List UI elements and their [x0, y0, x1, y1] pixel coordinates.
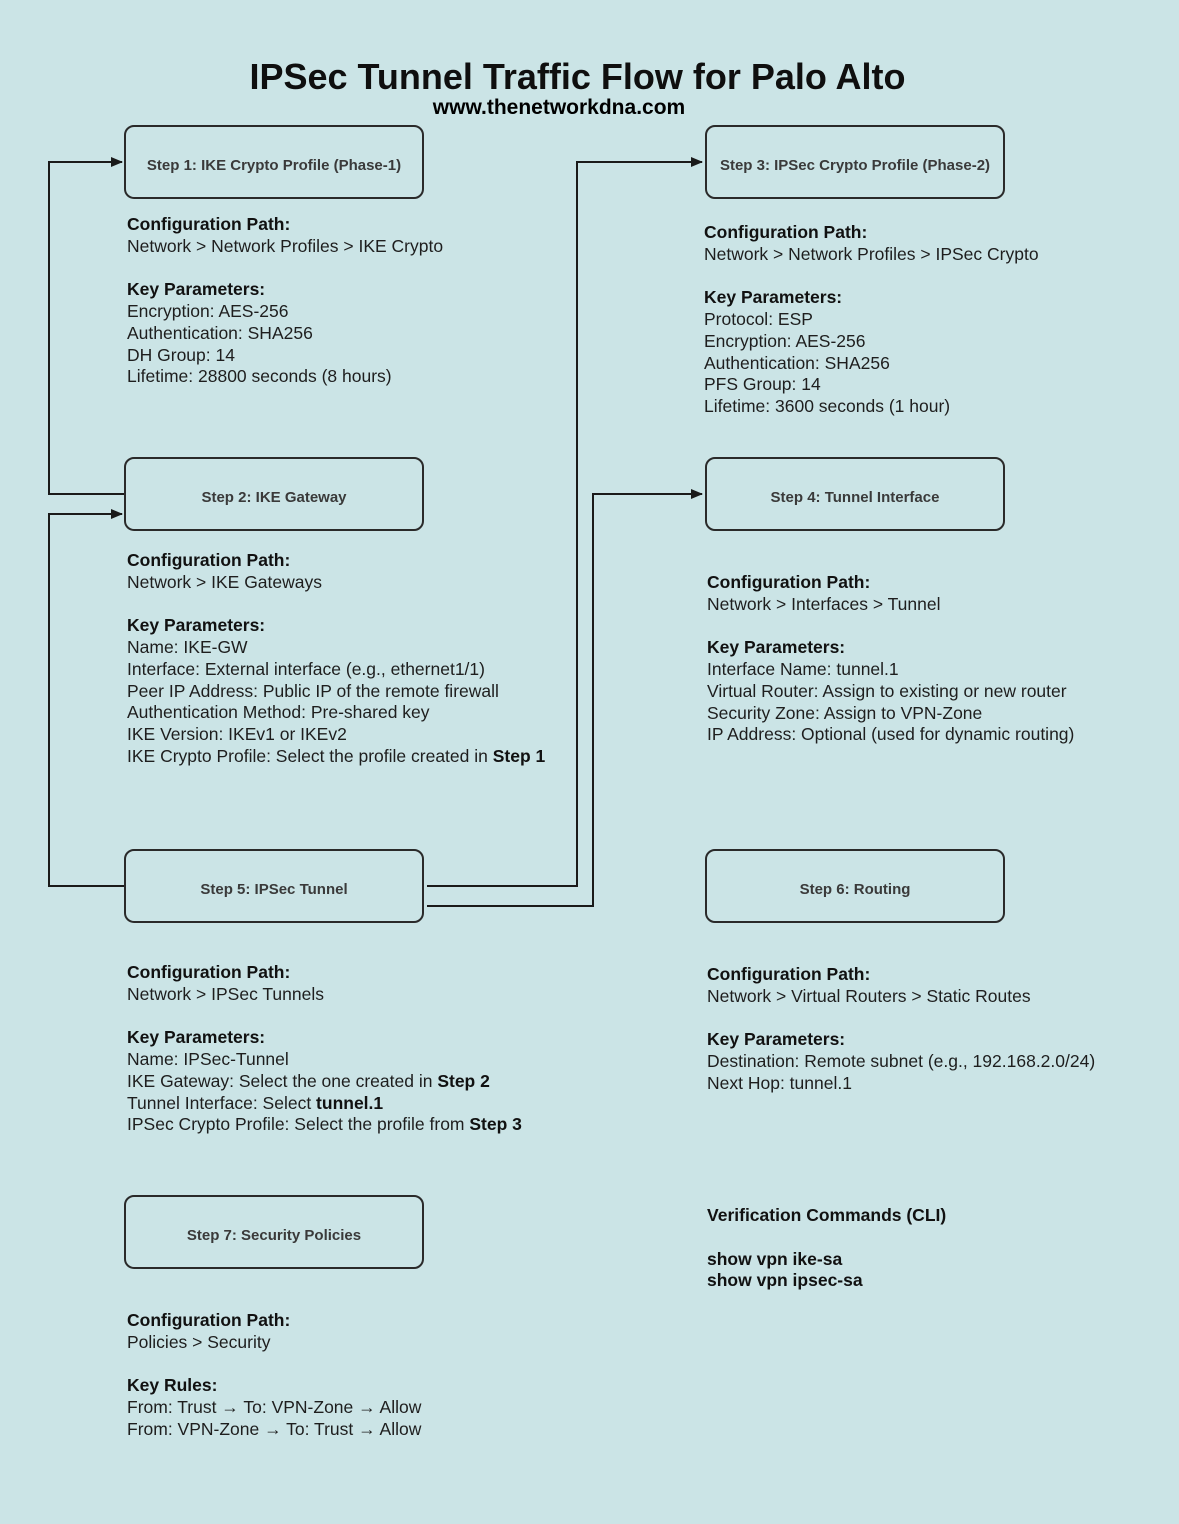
- param: IKE Version: IKEv1 or IKEv2: [127, 723, 347, 744]
- website-url: www.thenetworkdna.com: [432, 96, 686, 119]
- param: IP Address: Optional (used for dynamic routing): [707, 724, 1075, 745]
- config-path-heading: Configuration Path:: [127, 550, 291, 570]
- step2-label: Step 2: IKE Gateway: [201, 488, 347, 506]
- verification-heading: Verification Commands (CLI): [707, 1205, 947, 1225]
- config-path-heading: Configuration Path:: [127, 962, 291, 982]
- config-path: Network > Network Profiles > IKE Crypto: [127, 235, 444, 256]
- step5-box: [124, 849, 424, 923]
- key-params-heading: Key Parameters:: [704, 287, 843, 308]
- param: Authentication Method: Pre-shared key: [127, 702, 430, 723]
- step2-details: [127, 550, 545, 767]
- config-path: Network > IKE Gateways: [127, 571, 323, 592]
- param: Authentication: SHA256: [704, 352, 890, 373]
- param: PFS Group: 14: [704, 374, 821, 395]
- arrow-step5-to-step2: [49, 514, 125, 886]
- param: IKE Gateway: Select the one created in Step 2: [127, 1070, 490, 1091]
- param: Encryption: AES-256: [127, 301, 289, 322]
- step3-label: Step 3: IPSec Crypto Profile (Phase-2): [719, 156, 991, 174]
- step4-box: [705, 457, 1005, 531]
- key-params-heading: Key Parameters:: [127, 1027, 266, 1048]
- param: Destination: Remote subnet (e.g., 192.168.2.0/24): [707, 1051, 1096, 1072]
- param: IKE Crypto Profile: Select the profile created in Step 1: [127, 745, 546, 766]
- step5-label: Step 5: IPSec Tunnel: [200, 880, 348, 898]
- rule: From: VPN-Zone → To: Trust → Allow: [127, 1418, 422, 1439]
- param: Encryption: AES-256: [704, 330, 866, 351]
- config-path: Network > Interfaces > Tunnel: [707, 593, 941, 614]
- config-path-heading: Configuration Path:: [707, 964, 871, 984]
- param: Virtual Router: Assign to existing or new router: [707, 680, 1067, 701]
- config-path: Policies > Security: [127, 1331, 271, 1352]
- step7-details: [127, 1310, 421, 1441]
- step7-box: [124, 1195, 424, 1269]
- step1-details: [127, 214, 443, 388]
- key-params-heading: Key Parameters:: [127, 615, 266, 636]
- key-params-heading: Key Parameters:: [707, 1029, 846, 1050]
- rule: From: Trust → To: VPN-Zone → Allow: [127, 1397, 422, 1418]
- param: Name: IKE-GW: [127, 637, 248, 658]
- step4-label: Step 4: Tunnel Interface: [770, 488, 940, 506]
- param: DH Group: 14: [127, 344, 235, 365]
- step3-details: [704, 222, 1039, 418]
- param: Tunnel Interface: Select tunnel.1: [127, 1092, 384, 1113]
- param: Peer IP Address: Public IP of the remote firewall: [127, 680, 499, 701]
- param: Lifetime: 3600 seconds (1 hour): [704, 395, 951, 416]
- step4-details: [707, 572, 1074, 746]
- key-params-heading: Key Parameters:: [127, 279, 266, 300]
- arrow-step5-to-step3: [427, 162, 702, 886]
- param: Name: IPSec-Tunnel: [127, 1049, 289, 1070]
- config-path-heading: Configuration Path:: [127, 1310, 291, 1330]
- step1-label: Step 1: IKE Crypto Profile (Phase-1): [146, 156, 402, 174]
- step6-box: [705, 849, 1005, 923]
- key-params-heading: Key Parameters:: [707, 637, 846, 658]
- page-title: IPSec Tunnel Traffic Flow for Palo Alto: [249, 56, 906, 97]
- step6-details: [707, 964, 1095, 1095]
- config-path-heading: Configuration Path:: [704, 222, 868, 242]
- key-rules-heading: Key Rules:: [127, 1375, 218, 1396]
- step2-box: [124, 457, 424, 531]
- param: IPSec Crypto Profile: Select the profile from Step 3: [127, 1114, 522, 1135]
- param: Interface Name: tunnel.1: [707, 659, 899, 680]
- cli-command: show vpn ike-sa: [707, 1248, 843, 1269]
- step1-box: [124, 125, 424, 199]
- verification-section: [707, 1205, 946, 1292]
- step3-box: [705, 125, 1005, 199]
- param: Security Zone: Assign to VPN-Zone: [707, 702, 983, 723]
- step7-label: Step 7: Security Policies: [186, 1226, 362, 1244]
- config-path-heading: Configuration Path:: [127, 214, 291, 234]
- config-path: Network > Network Profiles > IPSec Crypto: [704, 243, 1039, 264]
- arrow-step2-to-step1: [49, 162, 125, 494]
- param: Lifetime: 28800 seconds (8 hours): [127, 366, 392, 387]
- config-path: Network > Virtual Routers > Static Routes: [707, 985, 1031, 1006]
- step6-label: Step 6: Routing: [799, 880, 911, 898]
- config-path-heading: Configuration Path:: [707, 572, 871, 592]
- param: Interface: External interface (e.g., ethernet1/1): [127, 658, 485, 679]
- cli-command: show vpn ipsec-sa: [707, 1270, 863, 1291]
- param: Authentication: SHA256: [127, 322, 313, 343]
- step5-details: [127, 962, 522, 1136]
- config-path: Network > IPSec Tunnels: [127, 983, 324, 1004]
- param: Next Hop: tunnel.1: [707, 1072, 852, 1093]
- param: Protocol: ESP: [704, 309, 813, 330]
